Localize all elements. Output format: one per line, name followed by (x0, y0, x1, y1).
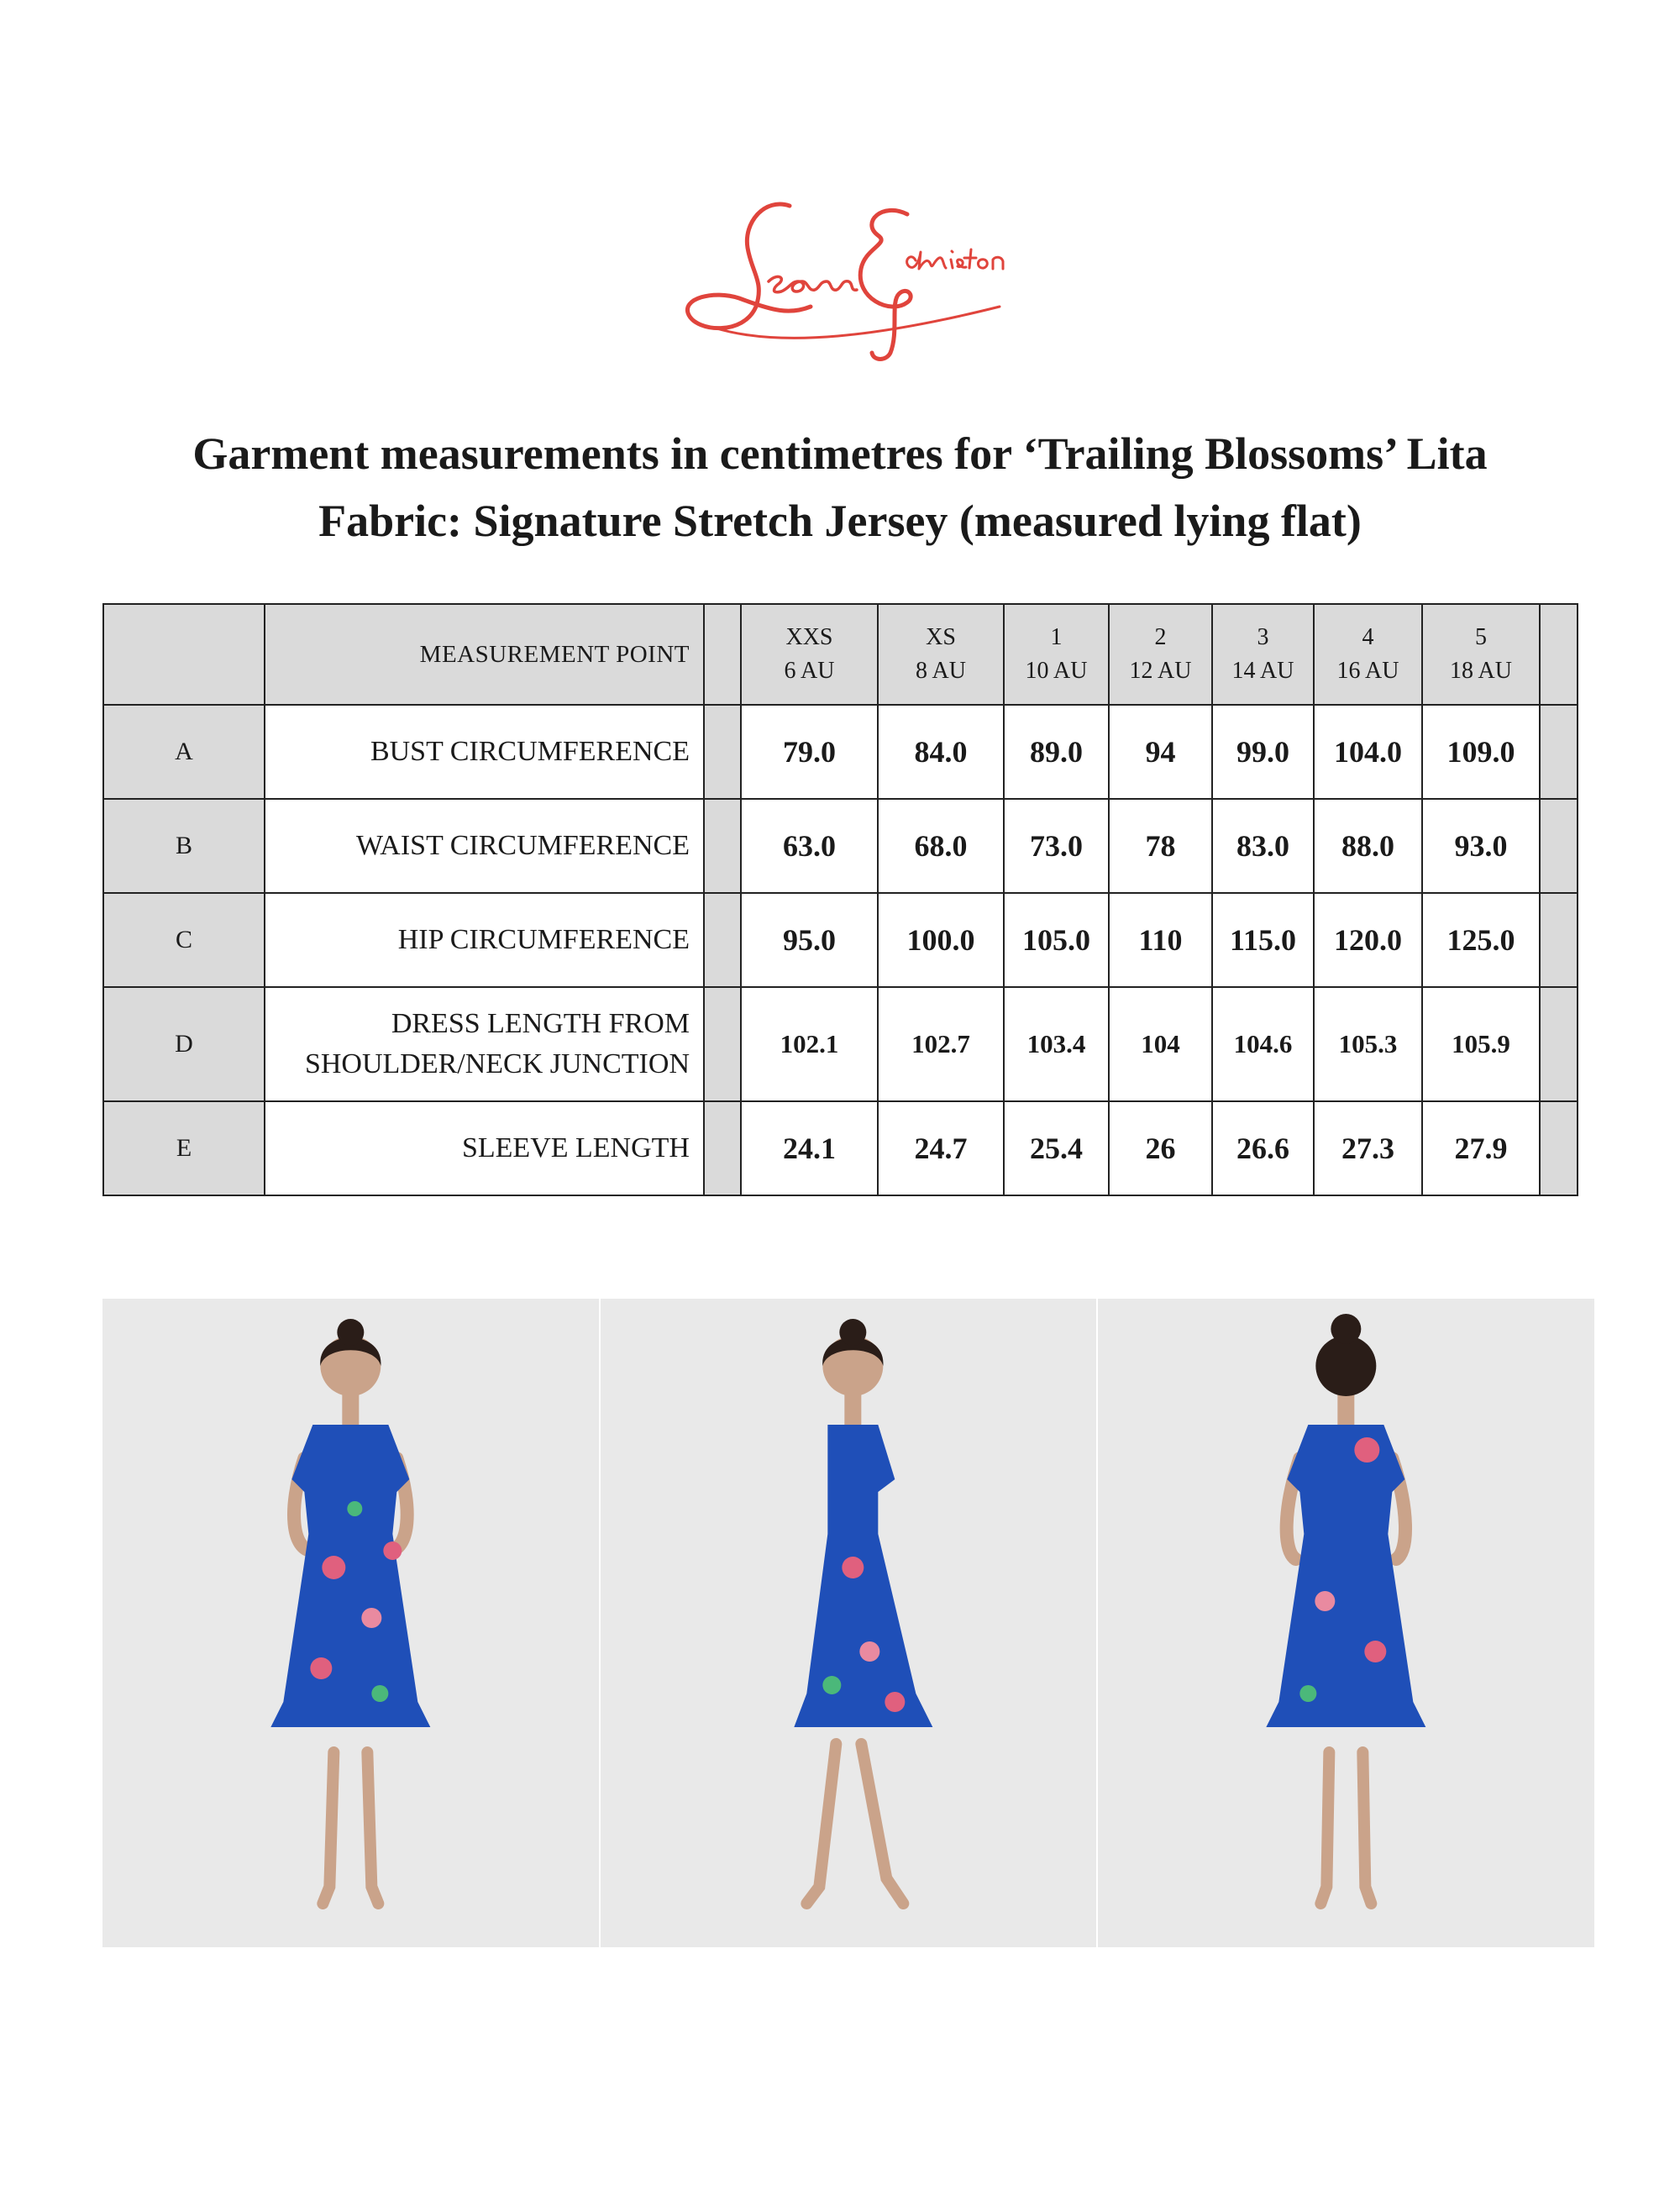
row-letter: E (103, 1101, 265, 1195)
value-cell: 104.0 (1314, 705, 1422, 799)
value-cell: 115.0 (1212, 893, 1314, 987)
value-cell: 110 (1109, 893, 1212, 987)
value-cell: 105.3 (1314, 987, 1422, 1101)
header-end-spacer (1540, 604, 1578, 705)
end-spacer-cell (1540, 893, 1578, 987)
value-cell: 84.0 (878, 705, 1004, 799)
header-size-5: 5 18 AU (1422, 604, 1540, 705)
end-spacer-cell (1540, 1101, 1578, 1195)
table-row (103, 1101, 1578, 1195)
header-size-3: 3 14 AU (1212, 604, 1314, 705)
model-photo-side (601, 1299, 1097, 1947)
table-row (103, 705, 1578, 799)
measurement-point: SLEEVE LENGTH (265, 1101, 704, 1195)
spacer-cell (704, 1101, 741, 1195)
header-blank-cell (103, 604, 265, 705)
row-letter: B (103, 799, 265, 893)
value-cell: 68.0 (878, 799, 1004, 893)
table-row (103, 987, 1578, 1101)
measurement-point: HIP CIRCUMFERENCE (265, 893, 704, 987)
value-cell: 24.1 (741, 1101, 878, 1195)
value-cell: 103.4 (1004, 987, 1109, 1101)
value-cell: 104 (1109, 987, 1212, 1101)
value-cell: 99.0 (1212, 705, 1314, 799)
value-cell: 105.9 (1422, 987, 1540, 1101)
value-cell: 88.0 (1314, 799, 1422, 893)
value-cell: 63.0 (741, 799, 878, 893)
header-size-1: 1 10 AU (1004, 604, 1109, 705)
header-size-xs: XS 8 AU (878, 604, 1004, 705)
table-row (103, 893, 1578, 987)
value-cell: 73.0 (1004, 799, 1109, 893)
model-photo-front (102, 1299, 599, 1947)
value-cell: 120.0 (1314, 893, 1422, 987)
brand-logo (664, 189, 1016, 365)
value-cell: 93.0 (1422, 799, 1540, 893)
value-cell: 102.7 (878, 987, 1004, 1101)
value-cell: 89.0 (1004, 705, 1109, 799)
value-cell: 26 (1109, 1101, 1212, 1195)
value-cell: 83.0 (1212, 799, 1314, 893)
header-size-2: 2 12 AU (1109, 604, 1212, 705)
measurement-point: WAIST CIRCUMFERENCE (265, 799, 704, 893)
table-row (103, 799, 1578, 893)
value-cell: 125.0 (1422, 893, 1540, 987)
row-letter: D (103, 987, 265, 1101)
header-spacer-cell (704, 604, 741, 705)
end-spacer-cell (1540, 799, 1578, 893)
end-spacer-cell (1540, 705, 1578, 799)
value-cell: 104.6 (1212, 987, 1314, 1101)
value-cell: 27.9 (1422, 1101, 1540, 1195)
spacer-cell (704, 799, 741, 893)
value-cell: 79.0 (741, 705, 878, 799)
value-cell: 95.0 (741, 893, 878, 987)
value-cell: 100.0 (878, 893, 1004, 987)
size-chart-table (102, 603, 1578, 1196)
end-spacer-cell (1540, 987, 1578, 1101)
value-cell: 26.6 (1212, 1101, 1314, 1195)
spacer-cell (704, 987, 741, 1101)
row-letter: A (103, 705, 265, 799)
model-photo-back (1098, 1299, 1594, 1947)
title-line-2: Fabric: Signature Stretch Jersey (measured lying flat) (318, 496, 1362, 546)
spacer-cell (704, 705, 741, 799)
title-line-1: Garment measurements in centimetres for ‘Trailing Blossoms’ Lita (192, 428, 1488, 479)
row-letter: C (103, 893, 265, 987)
value-cell: 105.0 (1004, 893, 1109, 987)
value-cell: 94 (1109, 705, 1212, 799)
value-cell: 24.7 (878, 1101, 1004, 1195)
header-measurement-point: MEASUREMENT POINT (265, 604, 704, 705)
value-cell: 27.3 (1314, 1101, 1422, 1195)
table-header-row (103, 604, 1578, 705)
value-cell: 109.0 (1422, 705, 1540, 799)
spacer-cell (704, 893, 741, 987)
page-title (0, 420, 1680, 554)
value-cell: 102.1 (741, 987, 878, 1101)
measurement-point: DRESS LENGTH FROM SHOULDER/NECK JUNCTION (265, 987, 704, 1101)
model-photo-strip (102, 1299, 1594, 1947)
header-size-xxs: XXS 6 AU (741, 604, 878, 705)
value-cell: 78 (1109, 799, 1212, 893)
value-cell: 25.4 (1004, 1101, 1109, 1195)
header-size-4: 4 16 AU (1314, 604, 1422, 705)
measurement-point: BUST CIRCUMFERENCE (265, 705, 704, 799)
